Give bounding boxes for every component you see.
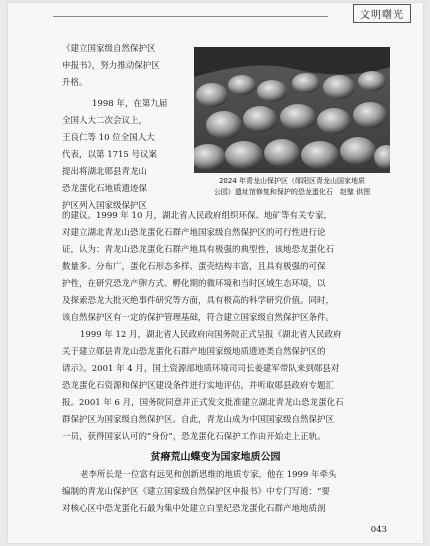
body-line: 数量多、分布广，蛋化石形态多样、蛋壳结构丰富，且具有极强的可保 xyxy=(62,262,326,272)
body-line: 护性，在研究恐龙产卵方式、孵化期的微环境和当时区域生态环境，以 xyxy=(62,279,326,289)
body-line: 编制的青龙山保护区《建立国家级自然保护区申报书》中专门写道：“要 xyxy=(62,487,330,497)
body-line: 1999 年 12 月，湖北省人民政府向国务院正式呈报《湖北省人民政府 xyxy=(80,330,342,340)
dinosaur-egg-fossil-photo xyxy=(194,47,390,173)
body-line: 证，认为：青龙山恐龙蛋化石群产地具有极强的典型性，该地恐龙蛋化石 xyxy=(62,245,335,255)
body-line: 该自然保护区有一定的保护管理基础，符合建立国家级自然保护区条件。 xyxy=(62,313,335,323)
section-heading: 贫瘠荒山蝶变为国家地质公园 xyxy=(150,452,281,463)
left-line: 升格。 xyxy=(62,78,88,88)
left-line: 1998 年，在第九届 xyxy=(92,99,168,109)
left-line: 恐龙蛋化石地质遗迹保 xyxy=(62,184,148,194)
body-line: 对建立湖北青龙山恐龙蛋化石群产地国家级自然保护区的可行性进行论 xyxy=(62,228,326,238)
section-tab: 文明曙光 xyxy=(353,4,411,23)
body-line: 一员，获得国家认可的“身份”，恐龙蛋化石保护工作由开始走上正轨。 xyxy=(62,432,326,442)
caption-line: 2024 年青龙山保护区（郧阳区青龙山国家地质 xyxy=(218,177,366,185)
body-line: 报。2001 年 6 月，国务院同意并正式发文批准建立湖北青龙山恐龙蛋化石 xyxy=(62,398,344,408)
header-rule xyxy=(53,16,328,17)
body-line: 关于建立郧县青龙山恐龙蛋化石群产地国家级地质遗迹类自然保护区的 xyxy=(62,347,326,357)
body-line: 恐龙蛋化石资源和保护区建设条件进行实地评估，并听取郧县政府专题汇 xyxy=(62,381,335,391)
caption-line: 公园）遗址馆修复和保护的恐龙蛋化石 赵璧 供图 xyxy=(213,188,371,196)
photo-caption xyxy=(194,176,390,198)
body-line: 老李所长是一位富有远见和创新思维的地质专家，他在 1999 年牵头 xyxy=(80,470,337,480)
body-line: 请示》。2001 年 4 月，国土资源部地质环境司司长姜建军带队来到郧县对 xyxy=(62,364,340,374)
left-line: 王良仁等 10 位全国人大 xyxy=(62,133,155,143)
left-line: 护区列入国家级保护区 xyxy=(62,201,148,211)
body-line: 的建议。1999 年 10 月，湖北省人民政府组织环保、地矿等有关专家， xyxy=(62,211,333,221)
left-line: 《建立国家级自然保护区 xyxy=(62,44,156,54)
left-line: 代表，以第 1715 号议案 xyxy=(62,150,158,160)
body-line: 对核心区中恐龙蛋化石最为集中处建立白垩纪恐龙蛋化石群产地地质剖 xyxy=(62,504,326,514)
left-line: 申报书》，努力推动保护区 xyxy=(62,61,160,71)
book-page xyxy=(8,3,423,543)
left-line: 提出将湖北郧县青龙山 xyxy=(62,167,148,177)
body-line: 群保护区为国家级自然保护区。自此，青龙山成为中国国家级自然保护区 xyxy=(62,415,335,425)
body-line: 及探索恐龙大批灭绝事件研究等方面，具有极高的科学研究价值。同时， xyxy=(62,296,335,306)
page-number: 043 xyxy=(370,525,387,535)
left-line: 全国人大二次会议上， xyxy=(62,116,148,126)
